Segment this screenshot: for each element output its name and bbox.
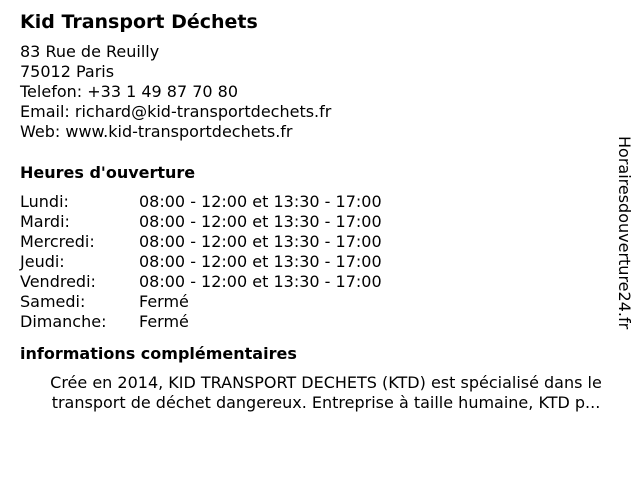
day-hours: Fermé [139, 312, 189, 331]
hours-row-wednesday [20, 232, 632, 252]
email-line: Email: richard@kid-transportdechets.fr [20, 102, 332, 121]
address-street: 83 Rue de Reuilly [20, 42, 160, 61]
day-label: Samedi: [20, 292, 86, 311]
hours-row-sunday [20, 312, 632, 332]
hours-row-thursday [20, 252, 632, 272]
business-name: Kid Transport Déchets [20, 11, 258, 33]
hours-row-tuesday [20, 212, 632, 232]
hours-row-monday [20, 192, 632, 212]
hours-title: Heures d'ouverture [20, 163, 196, 182]
day-label: Lundi: [20, 192, 69, 211]
watermark [612, 136, 636, 376]
day-label: Dimanche: [20, 312, 107, 331]
day-hours: 08:00 - 12:00 et 13:30 - 17:00 [139, 252, 382, 271]
address-block [20, 42, 632, 142]
day-hours: 08:00 - 12:00 et 13:30 - 17:00 [139, 232, 382, 251]
web-line: Web: www.kid-transportdechets.fr [20, 122, 293, 141]
day-hours: 08:00 - 12:00 et 13:30 - 17:00 [139, 272, 382, 291]
info-line: transport de déchet dangereux. Entreprise à taille humaine, KTD p... [51, 393, 601, 412]
address-city: 75012 Paris [20, 62, 115, 81]
watermark-text: Horairesdouverture24.fr [615, 136, 634, 330]
day-hours: 08:00 - 12:00 et 13:30 - 17:00 [139, 192, 382, 211]
day-hours: 08:00 - 12:00 et 13:30 - 17:00 [139, 212, 382, 231]
info-title: informations complémentaires [20, 344, 297, 363]
day-label: Jeudi: [20, 252, 65, 271]
day-label: Vendredi: [20, 272, 96, 291]
business-card [20, 10, 632, 413]
hours-table [20, 192, 632, 332]
info-description [20, 373, 632, 413]
phone-line: Telefon: +33 1 49 87 70 80 [20, 82, 239, 101]
hours-row-friday [20, 272, 632, 292]
info-line: Crée en 2014, KID TRANSPORT DECHETS (KTD) est spécialisé dans le [50, 373, 602, 392]
hours-row-saturday [20, 292, 632, 312]
day-label: Mardi: [20, 212, 70, 231]
day-hours: Fermé [139, 292, 189, 311]
day-label: Mercredi: [20, 232, 95, 251]
